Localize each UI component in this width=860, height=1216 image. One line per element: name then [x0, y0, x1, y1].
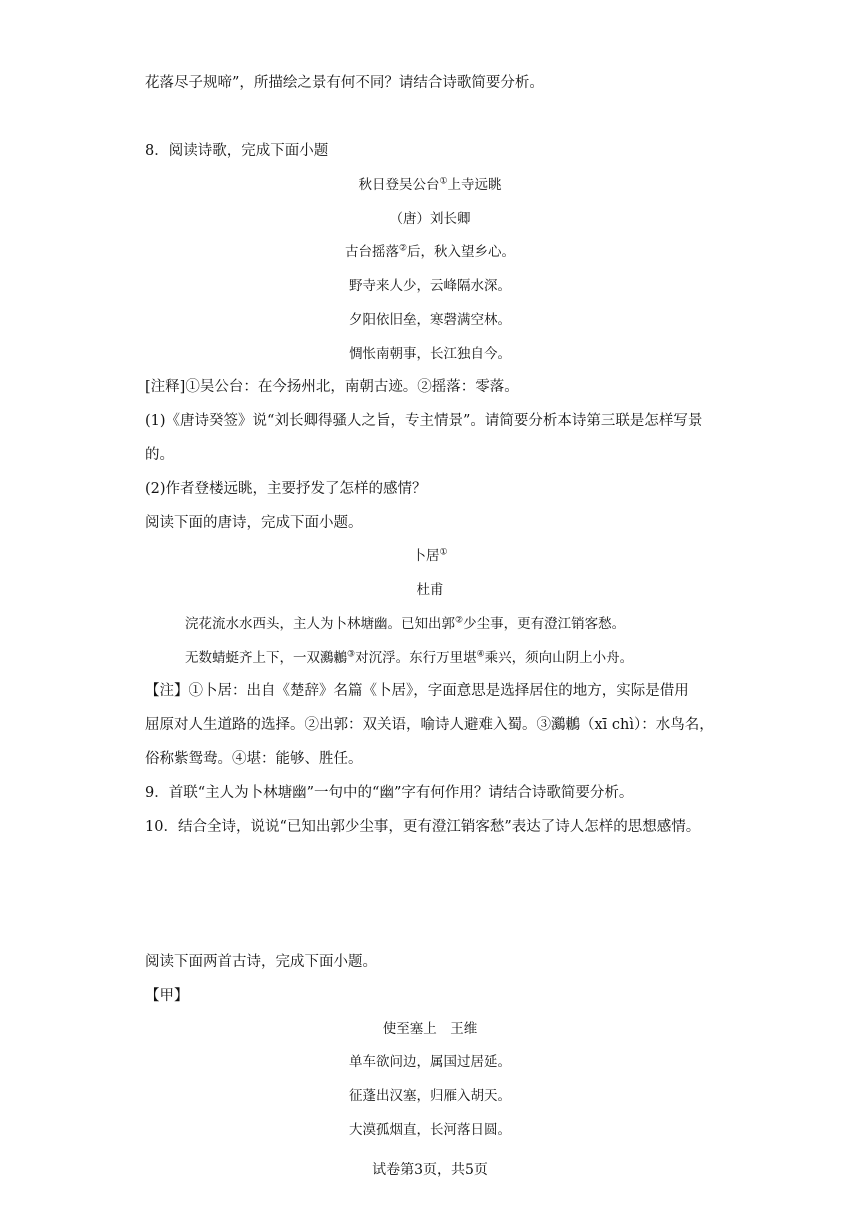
poem-note: 俗称紫鸳鸯。④堪：能够、胜任。 — [145, 751, 363, 767]
subquestion-2: (2)作者登楼远眺，主要抒发了怎样的感情？ — [145, 481, 427, 497]
subquestion-1-cont: 的。 — [145, 447, 174, 463]
poem-note: 【注】①卜居：出自《楚辞》名篇《卜居》，字面意思是选择居住的地方，实际是借用 — [145, 683, 689, 699]
poem-line: 征蓬出汉塞，归雁入胡天。 — [349, 1088, 511, 1104]
section-intro: 阅读下面的唐诗，完成下面小题。 — [145, 515, 363, 531]
poem-note: 屈原对人生道路的选择。②出郭：双关语，喻诗人避难入蜀。③鸂鶒（xī chì）：水鸟名， — [145, 717, 714, 733]
poem-label: 【甲】 — [145, 988, 189, 1004]
subquestion-1: (1)《唐诗癸签》说“刘长卿得骚人之旨，专主情景”。请简要分析本诗第三联是怎样写景 — [145, 413, 703, 429]
poem-line: 惆怅南朝事，长江独自今。 — [349, 346, 511, 362]
poem-title: 卜居① — [412, 547, 448, 564]
poem-line: 浣花流水水西头，主人为卜林塘幽。已知出郭②少尘事，更有澄江销客愁。 — [185, 615, 626, 632]
poem-title: 秋日登吴公台①上寺远眺 — [358, 176, 502, 193]
poem-author: 杜甫 — [416, 582, 444, 598]
question-8-heading: 8．阅读诗歌，完成下面小题 — [145, 143, 329, 159]
poem-line: 夕阳依旧垒，寒磬满空林。 — [349, 312, 511, 328]
poem-line: 大漠孤烟直，长河落日圆。 — [349, 1122, 511, 1138]
question-9: 9．首联“主人为卜林塘幽”一句中的“幽”字有何作用？请结合诗歌简要分析。 — [145, 785, 634, 801]
poem-title: 使至塞上 王维 — [382, 1021, 478, 1037]
section-intro: 阅读下面两首古诗，完成下面小题。 — [145, 954, 377, 970]
poem-line: 野寺来人少，云峰隔水深。 — [349, 278, 511, 294]
question-text-continued: 花落尽子规啼”，所描绘之景有何不同？请结合诗歌简要分析。 — [145, 75, 544, 91]
page-footer: 试卷第3页，共5页 — [372, 1162, 488, 1178]
poem-line: 古台摇落②后，秋入望乡心。 — [344, 243, 516, 260]
poem-note: [注释]①吴公台：在今扬州北，南朝古迹。②摇落：零落。 — [145, 379, 519, 395]
poem-author: （唐）刘长卿 — [389, 211, 471, 227]
poem-line: 无数蜻蜓齐上下，一双鸂鶒③对沉浮。东行万里堪④乘兴，须向山阴上小舟。 — [185, 649, 634, 666]
question-10: 10．结合全诗，说说“已知出郭少尘事，更有澄江销客愁”表达了诗人怎样的思想感情。 — [145, 819, 701, 835]
poem-line: 单车欲问边，属国过居延。 — [349, 1054, 511, 1070]
